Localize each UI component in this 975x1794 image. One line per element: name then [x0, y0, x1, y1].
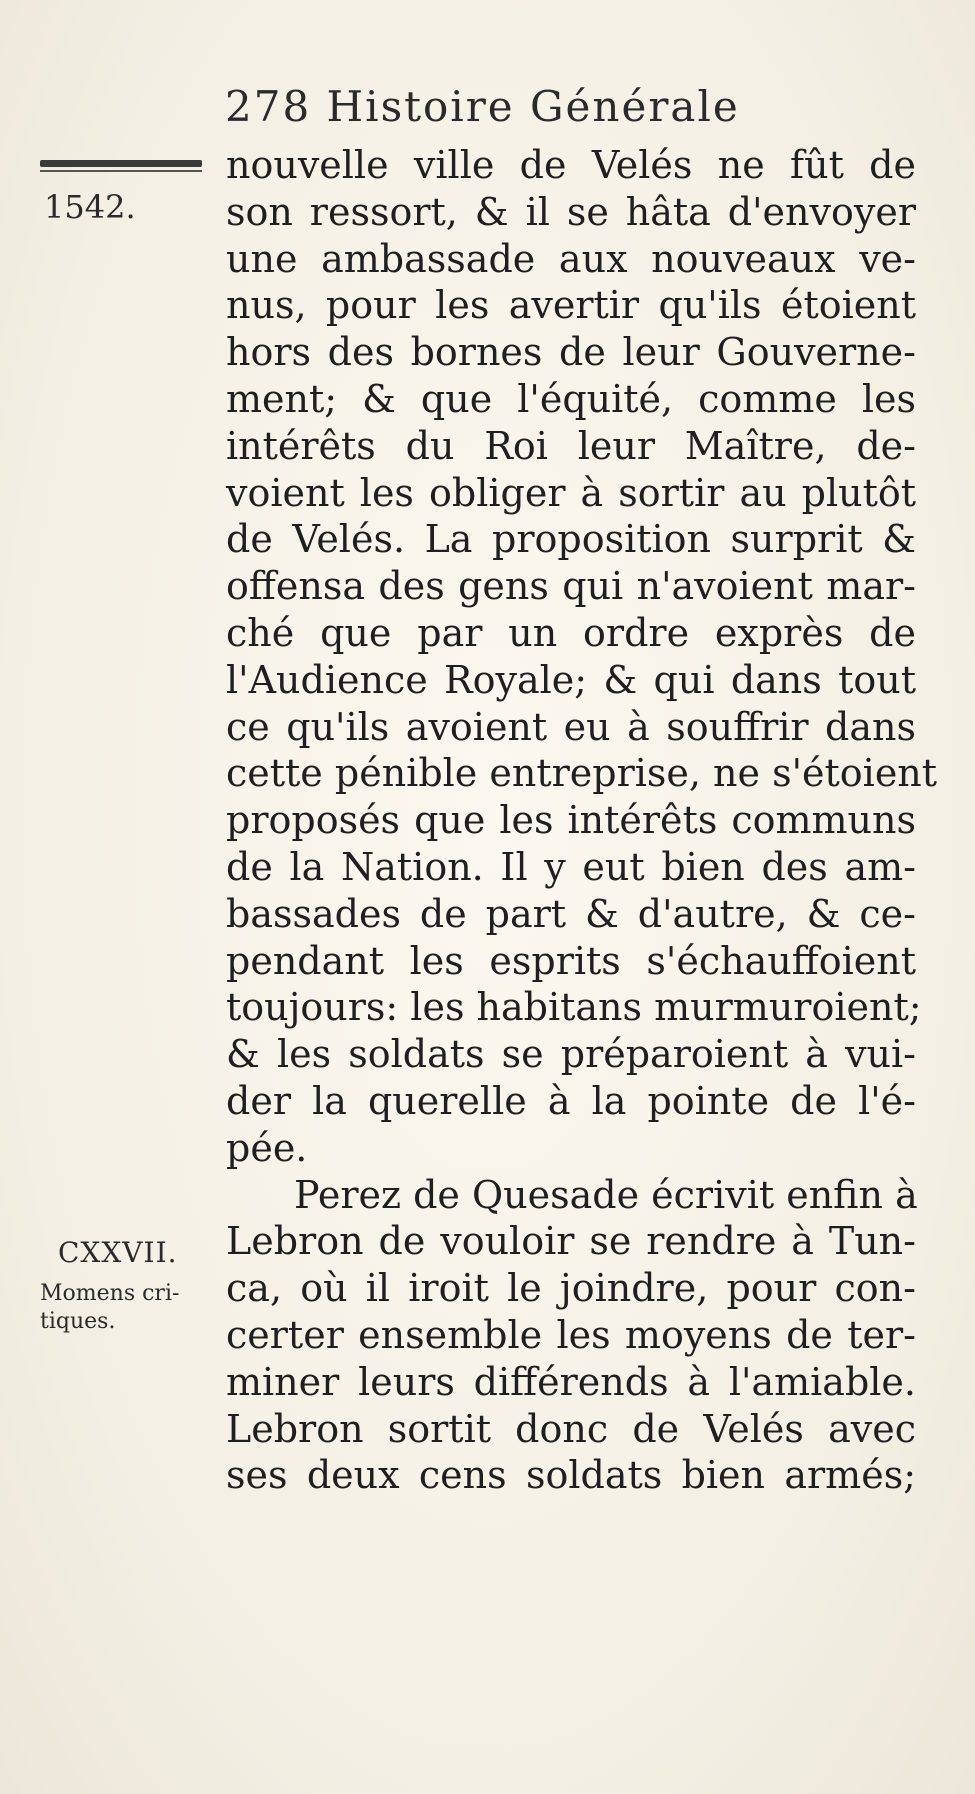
margin-year: 1542.	[44, 188, 136, 226]
text-line: pée.	[226, 1125, 308, 1170]
text-line: ment; & que l'équité, comme les	[226, 376, 916, 421]
text-line: ché que par un ordre exprès de	[226, 610, 916, 655]
text-line: miner leurs différends à l'amiable.	[226, 1359, 916, 1404]
text-line: der la querelle à la pointe de l'é-	[226, 1078, 916, 1123]
text-line: offensa des gens qui n'avoient mar-	[226, 564, 916, 609]
text-line: toujours: les habitans murmuroient;	[226, 985, 922, 1030]
text-line: nus, pour les avertir qu'ils étoient	[226, 283, 916, 328]
text-line: bassades de part & d'autre, & ce-	[226, 891, 916, 936]
ornamental-rule	[40, 160, 202, 167]
text-line: son ressort, & il se hâta d'envoyer	[226, 189, 916, 234]
text-line: nouvelle ville de Velés ne fût de	[226, 143, 916, 187]
text-line: voient les obliger à sortir au plutôt	[226, 470, 916, 515]
text-line: l'Audience Royale; & qui dans tout	[226, 657, 916, 702]
text-line: Lebron sortit donc de Velés avec	[226, 1406, 916, 1451]
text-line: ce qu'ils avoient eu à souffrir dans	[226, 704, 916, 749]
text-line: cette pénible entreprise, ne s'étoient	[226, 751, 938, 796]
margin-note-line: tiques.	[40, 1309, 116, 1334]
margin-note-line: Momens cri-	[40, 1281, 180, 1306]
text-line: ses deux cens soldats bien armés;	[226, 1453, 916, 1498]
running-head: 278 Histoire Générale	[225, 82, 740, 131]
body-text	[226, 142, 938, 1499]
text-line: Perez de Quesade écrivit enfin à	[294, 1172, 918, 1217]
text-line: ca, où il iroit le joindre, pour con-	[226, 1266, 916, 1311]
margin-note	[40, 1280, 210, 1336]
text-line: une ambassade aux nouveaux ve-	[226, 236, 916, 281]
text-line: certer ensemble les moyens de ter-	[226, 1312, 916, 1357]
text-line: proposés que les intérêts communs	[226, 798, 916, 843]
text-line: hors des bornes de leur Gouverne-	[226, 330, 916, 375]
text-line: de Velés. La proposition surprit &	[226, 517, 916, 562]
text-line: pendant les esprits s'échauffoient	[226, 938, 916, 983]
margin-section-number: CXXVII.	[58, 1236, 178, 1269]
text-line: de la Nation. Il y eut bien des am-	[226, 844, 916, 889]
text-line: Lebron de vouloir se rendre à Tun-	[226, 1219, 916, 1264]
text-line: & les soldats se préparoient à vui-	[226, 1032, 916, 1077]
text-line: intérêts du Roi leur Maître, de-	[226, 423, 916, 468]
